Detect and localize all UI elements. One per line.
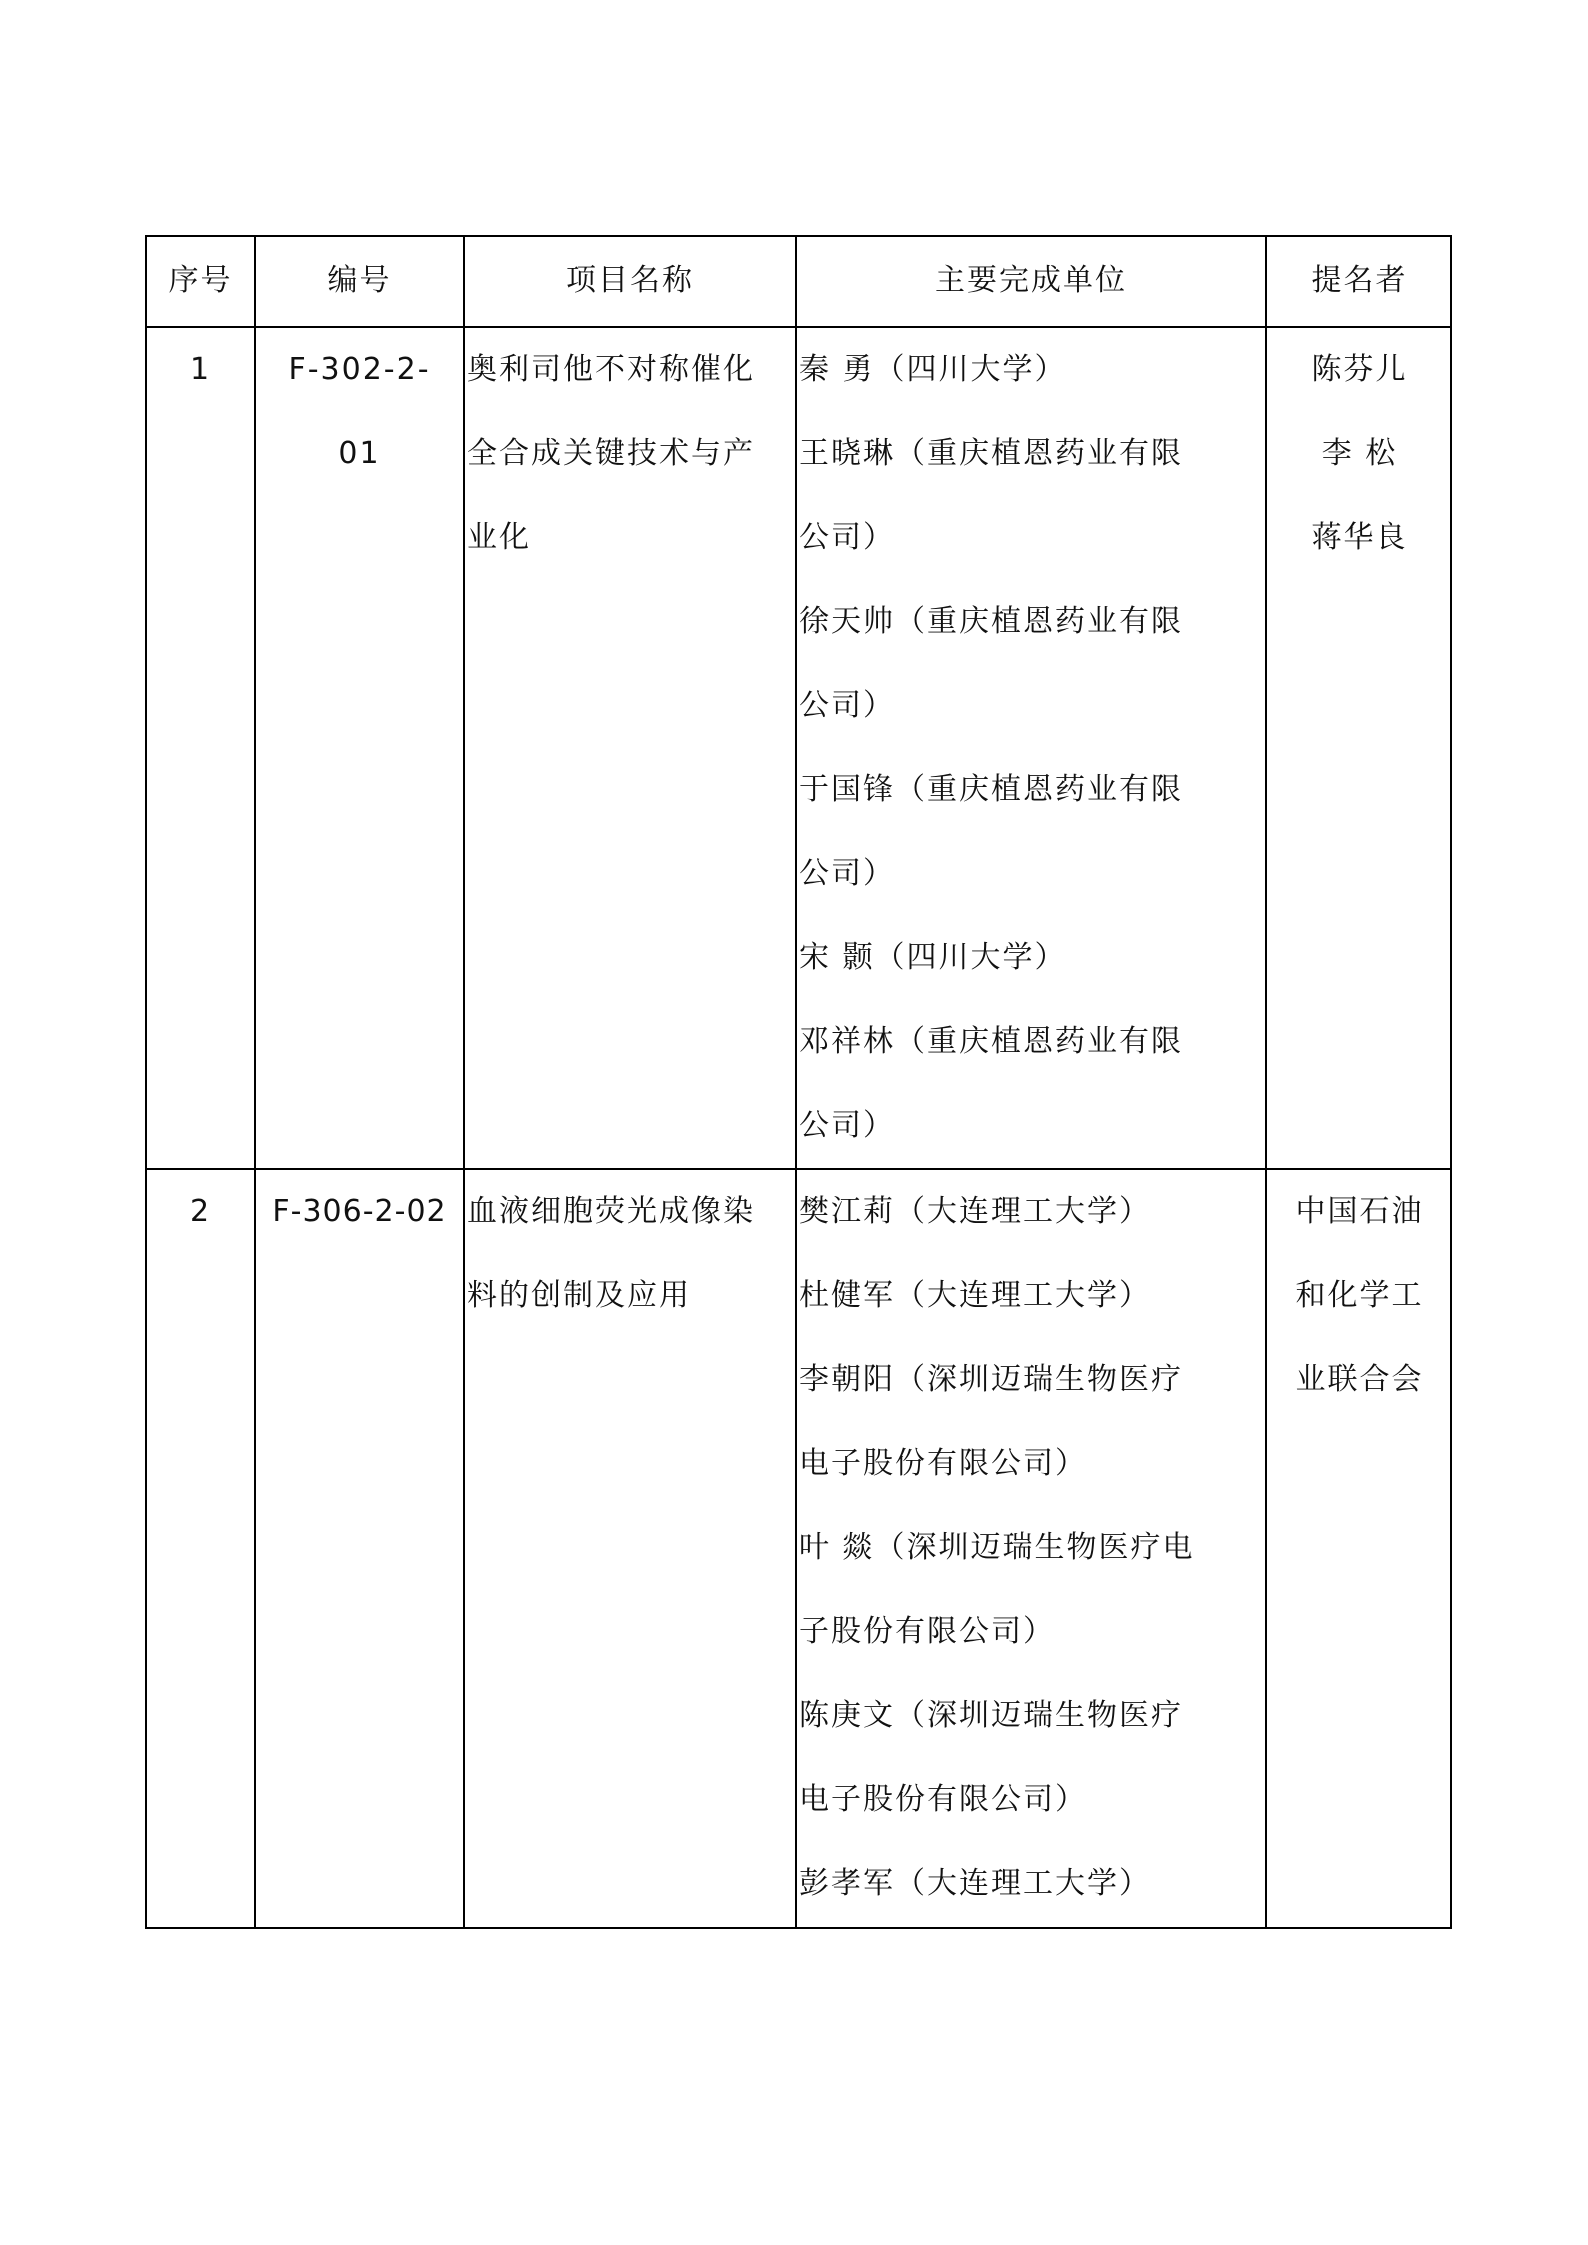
- project-line: 料的创制及应用: [467, 1278, 691, 1313]
- header-seq: 序号: [168, 263, 233, 298]
- nominator-line: 陈芬儿: [1311, 352, 1408, 387]
- row-2-code: [256, 1170, 463, 1254]
- unit-line: 陈庚文（深圳迈瑞生物医疗: [799, 1698, 1183, 1733]
- row-1-code: [256, 328, 463, 496]
- project-line: 奥利司他不对称催化: [467, 352, 755, 387]
- unit-line: 王晓琳（重庆植恩药业有限: [799, 436, 1183, 471]
- code-line: 01: [338, 436, 381, 471]
- row-2-seq: 2: [189, 1194, 212, 1229]
- row-2-main-units: [797, 1170, 1265, 1926]
- unit-line: 叶 燚（深圳迈瑞生物医疗电: [799, 1530, 1195, 1565]
- unit-line: 秦 勇（四川大学）: [799, 352, 1067, 387]
- row-1-seq: 1: [189, 352, 212, 387]
- row-2-project-name: [465, 1170, 795, 1338]
- header-nominator: 提名者: [1311, 263, 1408, 298]
- nominator-line: 业联合会: [1295, 1362, 1424, 1397]
- code-line: F-306-2-02: [272, 1194, 447, 1229]
- project-line: 血液细胞荧光成像染: [467, 1194, 755, 1229]
- unit-line: 电子股份有限公司）: [799, 1782, 1087, 1817]
- header-main-units: 主要完成单位: [935, 263, 1127, 298]
- header-project-name: 项目名称: [566, 263, 694, 298]
- unit-line: 宋 颢（四川大学）: [799, 940, 1067, 975]
- unit-line: 于国锋（重庆植恩药业有限: [799, 772, 1183, 807]
- nominator-line: 中国石油: [1295, 1194, 1424, 1229]
- unit-line: 公司）: [799, 856, 895, 891]
- row-1-nominator: [1267, 328, 1452, 618]
- unit-line: 公司）: [799, 688, 895, 723]
- project-line: 全合成关键技术与产: [467, 436, 755, 471]
- unit-line: 邓祥林（重庆植恩药业有限: [799, 1024, 1183, 1059]
- unit-line: 电子股份有限公司）: [799, 1446, 1087, 1481]
- header-code: 编号: [327, 263, 392, 298]
- row-1-project-name: [465, 328, 795, 580]
- unit-line: 樊江莉（大连理工大学）: [799, 1194, 1151, 1229]
- row-1-main-units: [797, 328, 1265, 1168]
- code-line: F-302-2-: [288, 352, 431, 387]
- nominator-line: 李 松: [1321, 436, 1398, 471]
- unit-line: 公司）: [799, 520, 895, 555]
- nominator-line: 蒋华良: [1311, 520, 1408, 555]
- nominator-line: 和化学工: [1295, 1278, 1424, 1313]
- unit-line: 李朝阳（深圳迈瑞生物医疗: [799, 1362, 1183, 1397]
- awards-table: [145, 235, 1452, 1929]
- unit-line: 子股份有限公司）: [799, 1614, 1055, 1649]
- unit-line: 杜健军（大连理工大学）: [799, 1278, 1151, 1313]
- project-line: 业化: [467, 520, 531, 555]
- row-2-nominator: [1267, 1170, 1452, 1422]
- unit-line: 彭孝军（大连理工大学）: [799, 1866, 1151, 1901]
- unit-line: 徐天帅（重庆植恩药业有限: [799, 604, 1183, 639]
- unit-line: 公司）: [799, 1108, 895, 1143]
